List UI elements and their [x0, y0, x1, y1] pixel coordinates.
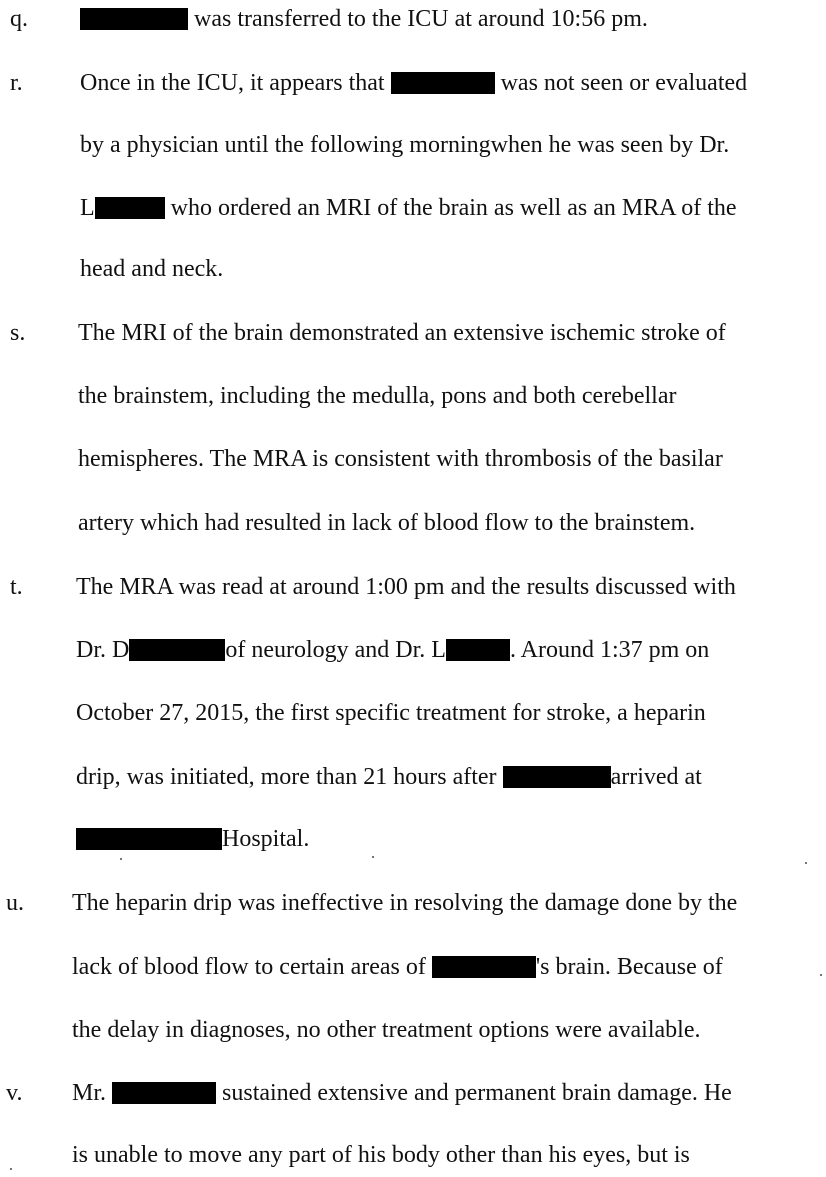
paragraph-line — [78, 444, 723, 474]
paragraph-line — [78, 508, 695, 538]
text-segment: Once in the ICU, it appears that — [80, 70, 391, 96]
text-segment: Dr. D — [76, 637, 130, 663]
item-marker: u. — [6, 890, 24, 916]
item-marker: r. — [10, 70, 23, 96]
paragraph-line — [76, 572, 736, 602]
text-segment: head and neck. — [80, 256, 224, 282]
paragraph-line — [76, 635, 709, 665]
redaction-box — [446, 639, 510, 661]
redaction-box — [129, 639, 225, 661]
paragraph-line — [72, 1078, 732, 1108]
text-segment: who ordered an MRI of the brain as well as an MRA of the — [164, 195, 737, 221]
paragraph-line — [72, 888, 737, 918]
redaction-box — [112, 1082, 216, 1104]
text-segment: The MRA was read at around 1:00 pm and the results discussed with — [76, 574, 736, 600]
scan-speck — [120, 858, 122, 860]
text-segment: 's brain. Because of — [535, 954, 723, 980]
scan-speck — [372, 856, 374, 858]
paragraph-line — [80, 193, 737, 223]
item-marker: s. — [10, 320, 26, 346]
text-segment: L — [80, 195, 95, 221]
redaction-box — [80, 8, 188, 30]
paragraph-line — [78, 381, 677, 411]
paragraph-line — [80, 254, 223, 284]
text-segment: lack of blood flow to certain areas of — [72, 954, 432, 980]
text-segment: Hospital. — [222, 826, 310, 852]
paragraph-line — [80, 4, 648, 34]
text-segment: The MRI of the brain demonstrated an extensive ischemic stroke of — [78, 320, 726, 346]
redaction-box — [503, 766, 611, 788]
text-segment: hemispheres. The MRA is consistent with thrombosis of the basilar — [78, 446, 723, 472]
scan-speck — [805, 862, 807, 864]
paragraph-line — [72, 1015, 700, 1045]
text-segment: Mr. — [72, 1080, 113, 1106]
item-marker: v. — [6, 1080, 23, 1106]
text-segment: The heparin drip was ineffective in resolving the damage done by the — [72, 890, 738, 916]
text-segment: is unable to move any part of his body other than his eyes, but is — [72, 1142, 690, 1168]
redaction-box — [432, 956, 536, 978]
text-segment: drip, was initiated, more than 21 hours after — [76, 764, 503, 790]
scan-speck — [10, 1168, 12, 1170]
scan-speck — [820, 974, 822, 976]
paragraph-line — [76, 698, 706, 728]
text-segment: arrived at — [610, 764, 702, 790]
paragraph-line — [76, 824, 309, 854]
paragraph-line — [72, 952, 723, 982]
text-segment: of neurology and Dr. L — [225, 637, 446, 663]
paragraph-line — [80, 130, 729, 160]
paragraph-line — [78, 318, 726, 348]
text-segment: was not seen or evaluated — [494, 70, 748, 96]
item-marker: q. — [10, 6, 28, 32]
text-segment: was transferred to the ICU at around 10:56 pm. — [188, 6, 648, 32]
paragraph-line — [76, 762, 702, 792]
text-segment: the delay in diagnoses, no other treatment options were available. — [72, 1017, 701, 1043]
paragraph-line — [72, 1140, 690, 1170]
text-segment: October 27, 2015, the first specific treatment for stroke, a heparin — [76, 700, 706, 726]
item-marker: t. — [10, 574, 23, 600]
paragraph-line — [80, 68, 747, 98]
redaction-box — [391, 72, 495, 94]
text-segment: artery which had resulted in lack of blood flow to the brainstem. — [78, 510, 696, 536]
text-segment: the brainstem, including the medulla, pons and both cerebellar — [78, 383, 677, 409]
redaction-box — [95, 197, 165, 219]
text-segment: sustained extensive and permanent brain damage. He — [216, 1080, 732, 1106]
redaction-box — [76, 828, 222, 850]
text-segment: by a physician until the following morningwhen he was seen by Dr. — [80, 132, 730, 158]
text-segment: . Around 1:37 pm on — [509, 637, 710, 663]
